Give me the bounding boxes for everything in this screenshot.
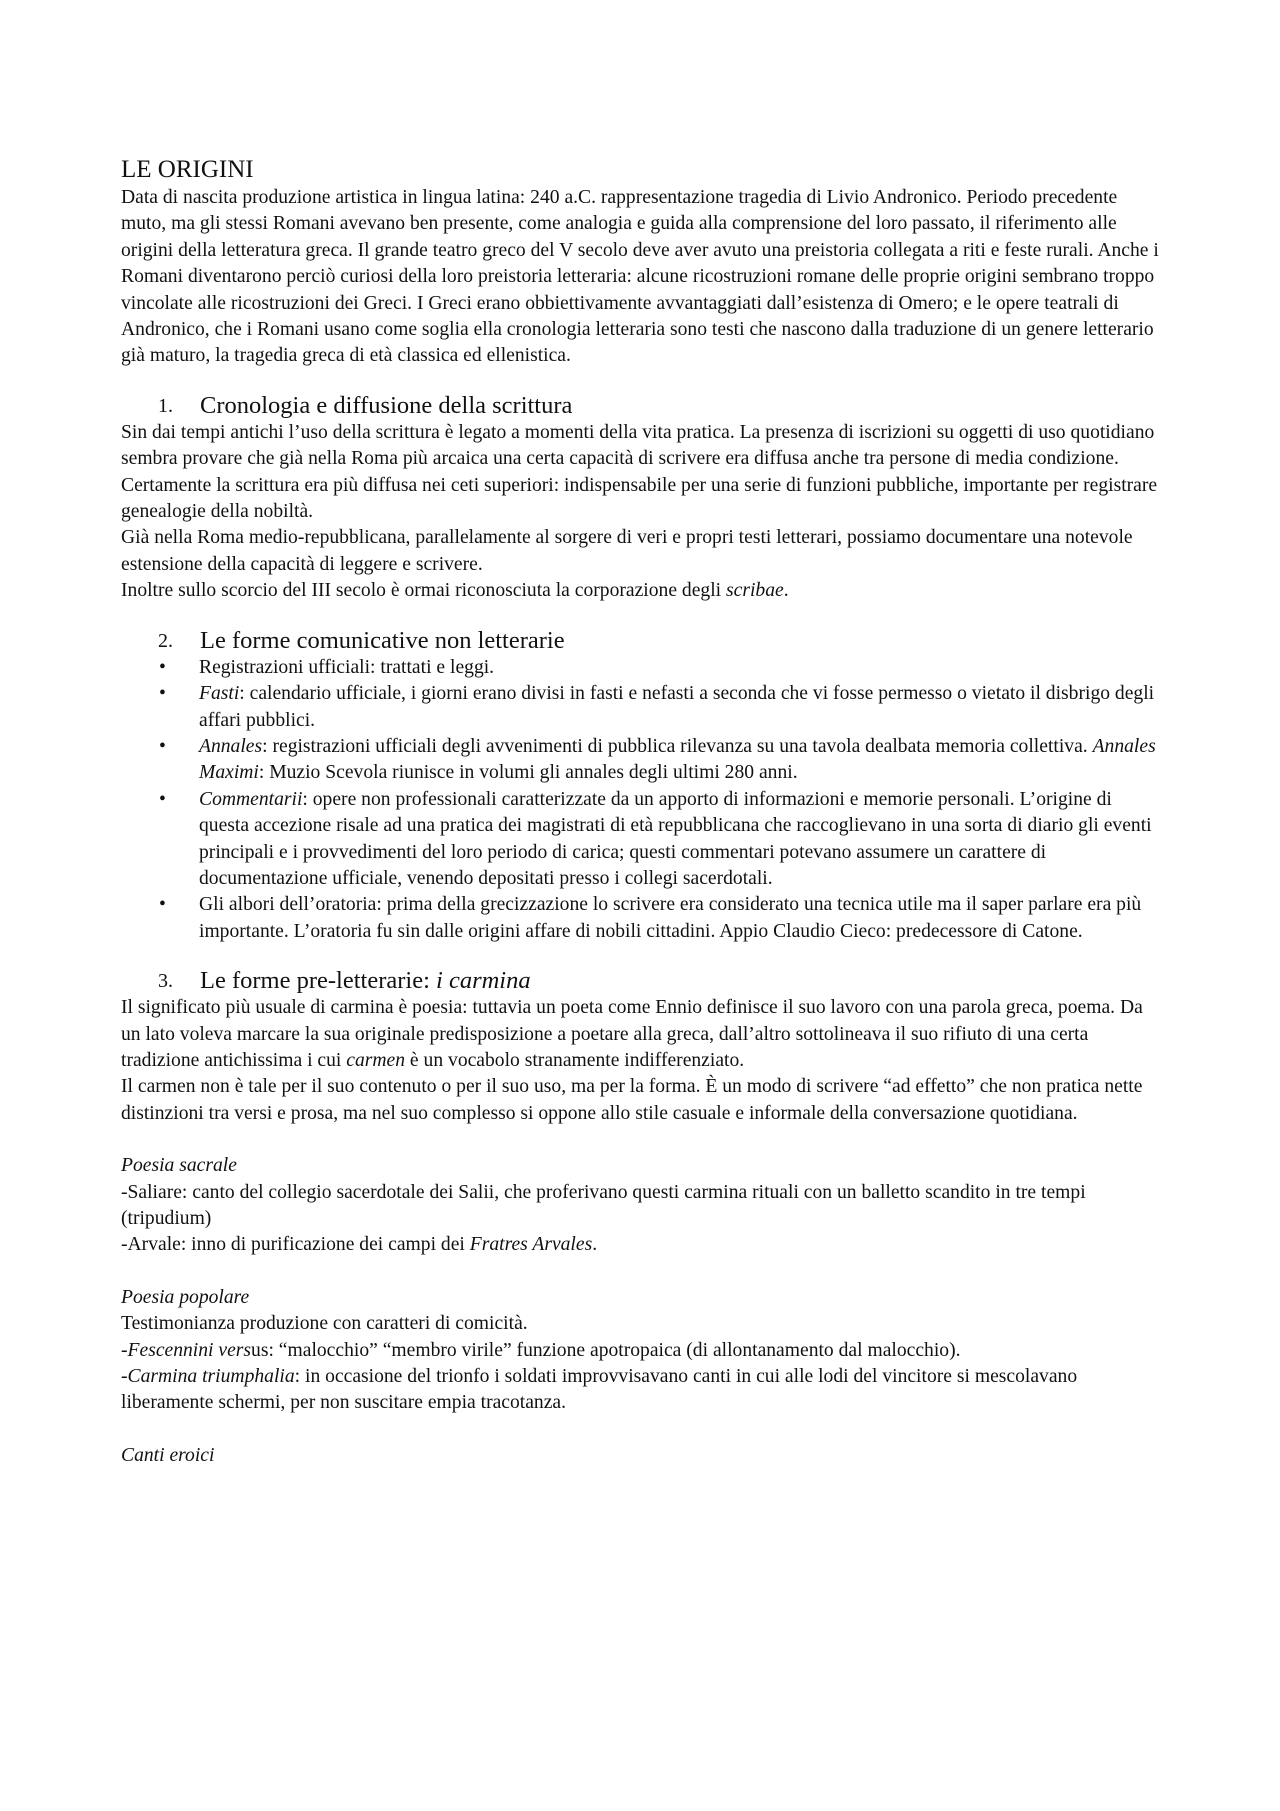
italic-run: Fescennini vers <box>127 1339 252 1361</box>
text-run: . <box>592 1234 598 1256</box>
bullet-icon: • <box>159 735 166 757</box>
italic-run: Canti eroici <box>121 1444 215 1466</box>
list-item <box>121 787 1161 893</box>
text-run: Gli albori dell’oratoria: prima della grecizzazione lo scrivere era considerato una tecnica utile ma il saper parlare era più importante. L’oratoria fu sin dalle origini affare di nobili cittadini. Appio Claudio Cieco: predecessore di Catone. <box>199 894 1142 942</box>
list-item <box>121 892 1161 945</box>
poesia-sacrale-line-1: -Saliare: canto del collegio sacerdotale dei Salii, che proferivano questi carmina rituali con un balletto scandito in tre tempi (tripudium) <box>121 1181 1086 1229</box>
document-page <box>121 155 1161 1469</box>
italic-run: scribae <box>726 580 784 602</box>
italic-run: Poesia sacrale <box>121 1155 237 1177</box>
text-run: Le forme pre-letterarie: <box>200 967 437 995</box>
text-run: -Arvale: inno di purificazione dei campi dei <box>121 1234 470 1256</box>
intro-paragraph: Data di nascita produzione artistica in lingua latina: 240 a.C. rappresentazione tragedia di Livio Andronico. Periodo precedente muto, ma gli stessi Romani avevano ben presente, come analogia e guida alla comprensione del loro passato, il riferimento alle origini della letteratura greca. Il grande teatro greco del V secolo deve aver avuto una preistoria collegata a riti e feste rurali. Anche i Romani diventarono perciò curiosi della loro preistoria letteraria: alcune ricostruzioni romane delle proprie origini sembrano troppo vincolate alle ricostruzioni dei Greci. I Greci erano obbiettivamente avvantaggiati dall’esistenza di Omero; e le opere teatrali di Andronico, che i Romani usano come soglia ella cronologia letteraria sono testi che nascono dalla traduzione di un genere letterario già maturo, la tragedia greca di età classica ed ellenistica. <box>121 187 1159 367</box>
italic-run: Commentarii <box>199 788 303 810</box>
section-1-paragraph-1: Sin dai tempi antichi l’uso della scrittura è legato a momenti della vita pratica. La presenza di iscrizioni su oggetti di uso quotidiano sembra provare che già nella Roma più arcaica una certa capacità di scrivere era diffusa anche tra persone di media condizione. Certamente la scrittura era più diffusa nei ceti superiori: indispensabile per una serie di funzioni pubbliche, importante per registrare genealogie della nobiltà. <box>121 421 1158 523</box>
text-run: Registrazioni ufficiali: trattati e leggi. <box>199 656 495 678</box>
bullet-icon: • <box>159 683 166 705</box>
poesia-popolare-line-3 <box>121 1364 1161 1417</box>
list-item <box>121 734 1161 787</box>
text-run: Il significato più usuale di carmina è poesia: tuttavia un poeta come Ennio definisce il suo lavoro con una parola greca, poema. Da un lato voleva marcare la sua originale predisposizione a poetare alla greca, dall’altro sottolineava il suo rifiuto di una certa tradizione antichissima i cui <box>121 997 1143 1071</box>
section-3-number: 3. <box>158 970 173 993</box>
section-3-heading <box>121 967 1161 995</box>
text-run: - <box>121 1339 128 1361</box>
italic-run: Fratres Arvales <box>469 1234 593 1256</box>
section-3-title <box>200 967 531 995</box>
text-run: Inoltre sullo scorcio del III secolo è ormai riconosciuta la corporazione degli <box>121 580 727 602</box>
bullet-icon: • <box>159 656 166 678</box>
canti-eroici-heading <box>121 1443 1161 1469</box>
section-1-paragraph-3 <box>121 578 1161 604</box>
text-run: : in occasione del trionfo i soldati improvvisavano canti in cui alle lodi del vincitore si mescolavano liberamente schermi, per non suscitare empia tracotanza. <box>121 1366 1078 1414</box>
section-2-title: Le forme comunicative non letterarie <box>200 626 565 654</box>
italic-run: carmen <box>346 1049 406 1071</box>
text-run: - <box>121 1366 128 1388</box>
poesia-popolare-line-2 <box>121 1338 1161 1364</box>
bullet-icon: • <box>159 894 166 916</box>
poesia-sacrale-line-2 <box>121 1232 1161 1258</box>
italic-run: Annales <box>199 735 263 757</box>
text-run: : Muzio Scevola riunisce in volumi gli annales degli ultimi 280 anni. <box>258 762 798 784</box>
italic-run: Poesia popolare <box>121 1286 250 1308</box>
italic-run: i carmina <box>436 967 531 995</box>
section-2-list <box>121 655 1161 945</box>
text-run: us: “malocchio” “membro virile” funzione apotropaica (di allontanamento dal malocchio). <box>251 1339 961 1361</box>
poesia-popolare-line-1: Testimonianza produzione con caratteri di comicità. <box>121 1313 528 1335</box>
italic-run: Annales Maximi <box>199 735 1156 784</box>
bullet-icon: • <box>159 788 166 810</box>
list-item <box>121 655 1161 681</box>
text-run: : registrazioni ufficiali degli avvenimenti di pubblica rilevanza su una tavola dealbata memoria collettiva. <box>262 735 1093 757</box>
spacer <box>121 1127 1161 1153</box>
text-run: : opere non professionali caratterizzate da un apporto di informazioni e memorie personali. L’origine di questa accezione risale ad una pratica dei magistrati di età repubblicana che raccoglievano in una sorta di diario gli eventi principali e i provvedimenti del loro periodo di carica; questi commentari potevano assumere un carattere di documentazione ufficiale, venendo depositati presso i collegi sacerdotali. <box>199 788 1152 889</box>
page-title: LE ORIGINI <box>121 156 254 183</box>
section-1-heading <box>121 392 1161 420</box>
section-1-paragraph-2: Già nella Roma medio-repubblicana, parallelamente al sorgere di veri e propri testi letterari, possiamo documentare una notevole estensione della capacità di leggere e scrivere. <box>121 527 1133 575</box>
text-run: è un vocabolo stranamente indifferenziato. <box>405 1049 745 1071</box>
italic-run: Carmina triumphalia <box>127 1366 295 1388</box>
list-item <box>121 681 1161 734</box>
section-1-number: 1. <box>158 394 173 417</box>
poesia-popolare-heading <box>121 1285 1161 1311</box>
section-1-title: Cronologia e diffusione della scrittura <box>200 391 573 419</box>
poesia-sacrale-heading <box>121 1153 1161 1179</box>
italic-run: Fasti <box>199 683 240 705</box>
text-run: . <box>783 580 789 602</box>
section-3-paragraph-1 <box>121 995 1161 1074</box>
text-run: : calendario ufficiale, i giorni erano divisi in fasti e nefasti a seconda che vi fosse permesso o vietato il disbrigo degli affari pubblici. <box>199 683 1155 731</box>
spacer <box>121 1259 1161 1285</box>
section-3-paragraph-2: Il carmen non è tale per il suo contenuto o per il suo uso, ma per la forma. È un modo di scrivere “ad effetto” che non pratica nette distinzioni tra versi e prosa, ma nel suo complesso si oppone allo stile casuale e informale della conversazione quotidiana. <box>121 1076 1143 1124</box>
section-2-number: 2. <box>158 629 173 652</box>
section-2-heading <box>121 627 1161 655</box>
spacer <box>121 1417 1161 1443</box>
